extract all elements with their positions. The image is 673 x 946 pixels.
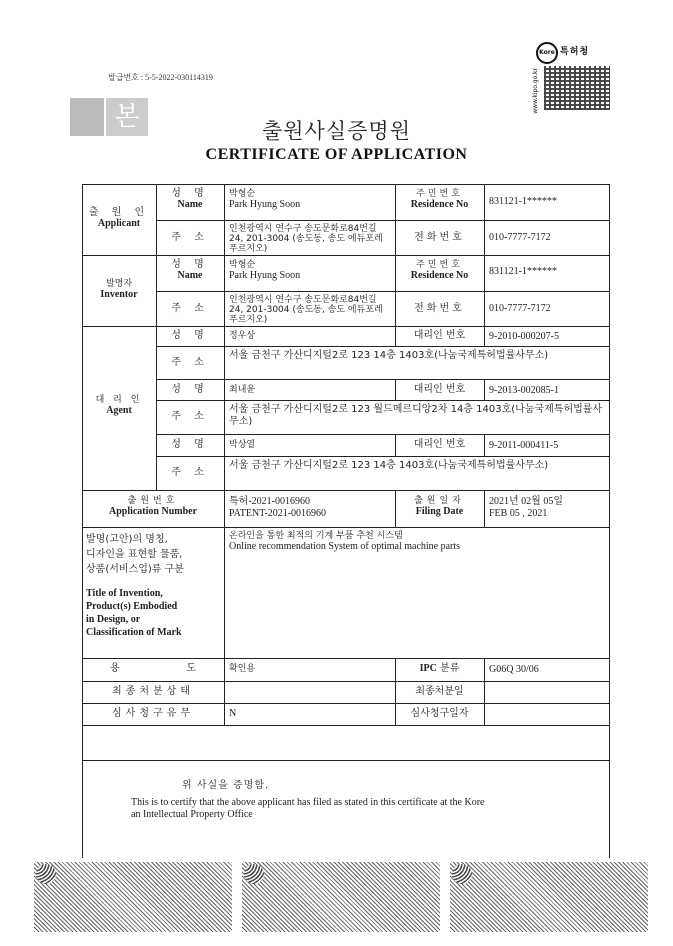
kipo-logo-text: 특허청 xyxy=(560,47,590,57)
title-english: CERTIFICATE OF APPLICATION xyxy=(205,146,468,163)
agent-no: 9-2013-002085-1 xyxy=(489,385,559,396)
applicant-address: 인천광역시 연수구 송도문화로84번길 24, 201-3004 (송도동, 송도 에듀포레 푸르지오) xyxy=(229,224,383,254)
filing-date-label: 출원일자 Filing Date xyxy=(414,496,465,517)
ipc-value: G06Q 30/06 xyxy=(489,664,539,675)
invention-title: 온라인을 통한 최적의 기계 부품 추천 시스템 Online recommendation System of optimal machine parts xyxy=(229,531,461,552)
agent-address-label: 주 소 xyxy=(171,357,209,368)
certify-korean: 위 사실을 증명함. xyxy=(182,780,270,791)
agent-name: 박상열 xyxy=(229,440,256,450)
agent-group-label: 대 리 인 Agent xyxy=(95,395,143,416)
inventor-address: 인천광역시 연수구 송도문화로84번길 24, 201-3004 (송도동, 송도 에듀포레 푸르지오) xyxy=(229,295,383,325)
qr-code-icon xyxy=(544,66,610,110)
agent-name-label: 성 명 xyxy=(171,384,209,395)
agent-name-label: 성 명 xyxy=(171,439,209,450)
inventor-address-label: 주 소 xyxy=(171,303,209,314)
inventor-resid: 831121-1****** xyxy=(489,266,557,277)
agent-no: 9-2010-000207-5 xyxy=(489,331,559,342)
final-status-date-label: 최종처분일 xyxy=(415,686,464,697)
inventor-name-label: 성 명 Name xyxy=(171,259,209,281)
agent-address-label: 주 소 xyxy=(171,467,209,478)
security-pattern-icon xyxy=(242,862,440,932)
agent-name: 정우상 xyxy=(229,331,256,341)
agent-no-label: 대리인 번호 xyxy=(413,439,466,450)
agent-no-label: 대리인 번호 xyxy=(413,384,466,395)
usage-label: 용 도 xyxy=(110,663,196,674)
kipo-emblem-icon: Kore xyxy=(536,42,558,64)
applicant-address-label: 주 소 xyxy=(171,232,209,243)
invention-title-label: 발명(고안)의 명칭, 디자인을 표현할 물품, 상품(서비스업)류 구분 Title of Invention, Product(s) Embodied in Design, or Classification of Mark xyxy=(86,534,184,638)
applicant-group-label: 출 원 인 Applicant xyxy=(88,207,150,229)
kipo-url: www.kipo.go.kr xyxy=(532,68,539,114)
agent-address: 서울 금천구 가산디지털2로 123 14층 1403호(나눔국제특허법률사무소) xyxy=(229,460,549,471)
agent-no-label: 대리인 번호 xyxy=(413,330,466,341)
stamp-text: 본 xyxy=(106,98,148,136)
usage-value: 확인용 xyxy=(229,664,256,674)
agent-address: 서울 금천구 가산디지털2로 123 월드메르디앙2차 14층 1403호(나눔국제특허법률사무소) xyxy=(229,404,603,427)
exam-request-date-label: 심사청구일자 xyxy=(410,708,469,719)
agent-name-label: 성 명 xyxy=(171,330,209,341)
issue-number: 발급번호 : 5-5-2022-030114319 xyxy=(108,73,213,82)
title-korean: 출원사실증명원 xyxy=(261,119,411,143)
inventor-tel-label: 전화번호 xyxy=(414,303,465,314)
inventor-resid-label: 주민번호 Residence No xyxy=(410,260,469,281)
kipo-logo xyxy=(528,40,618,114)
ipc-label: IPC 분류 xyxy=(419,663,460,674)
applicant-resid: 831121-1****** xyxy=(489,196,557,207)
agent-name: 최내윤 xyxy=(229,385,256,395)
application-number-label: 출원번호 Application Number xyxy=(108,496,198,517)
inventor-name: 박형순 Park Hyung Soon xyxy=(229,260,301,281)
applicant-name: 박형순 Park Hyung Soon xyxy=(229,189,301,210)
application-number: 특허-2021-0016960 PATENT-2021-0016960 xyxy=(229,496,327,519)
certify-english: This is to certify that the above applicant has filed as stated in this certificate at the Kore an Intellectual Property Office xyxy=(131,797,485,820)
agent-address: 서울 금천구 가산디지털2로 123 14층 1403호(나눔국제특허법률사무소) xyxy=(229,350,549,361)
security-pattern-icon xyxy=(450,862,648,932)
exam-request-label: 심사청구유무 xyxy=(112,708,194,719)
filing-date: 2021년 02월 05일 FEB 05 , 2021 xyxy=(489,496,563,519)
applicant-resid-label: 주민번호 Residence No xyxy=(410,189,469,210)
inventor-group-label: 발명자 Inventor xyxy=(100,279,138,300)
agent-address-label: 주 소 xyxy=(171,411,209,422)
applicant-tel-label: 전화번호 xyxy=(414,232,465,243)
inventor-tel: 010-7777-7172 xyxy=(489,303,551,314)
applicant-tel: 010-7777-7172 xyxy=(489,232,551,243)
agent-no: 9-2011-000411-5 xyxy=(489,440,559,451)
security-pattern-icon xyxy=(34,862,232,932)
exam-request-value: N xyxy=(229,708,237,719)
final-status-label: 최종처분상태 xyxy=(112,686,194,697)
applicant-name-label: 성 명 Name xyxy=(171,188,209,210)
